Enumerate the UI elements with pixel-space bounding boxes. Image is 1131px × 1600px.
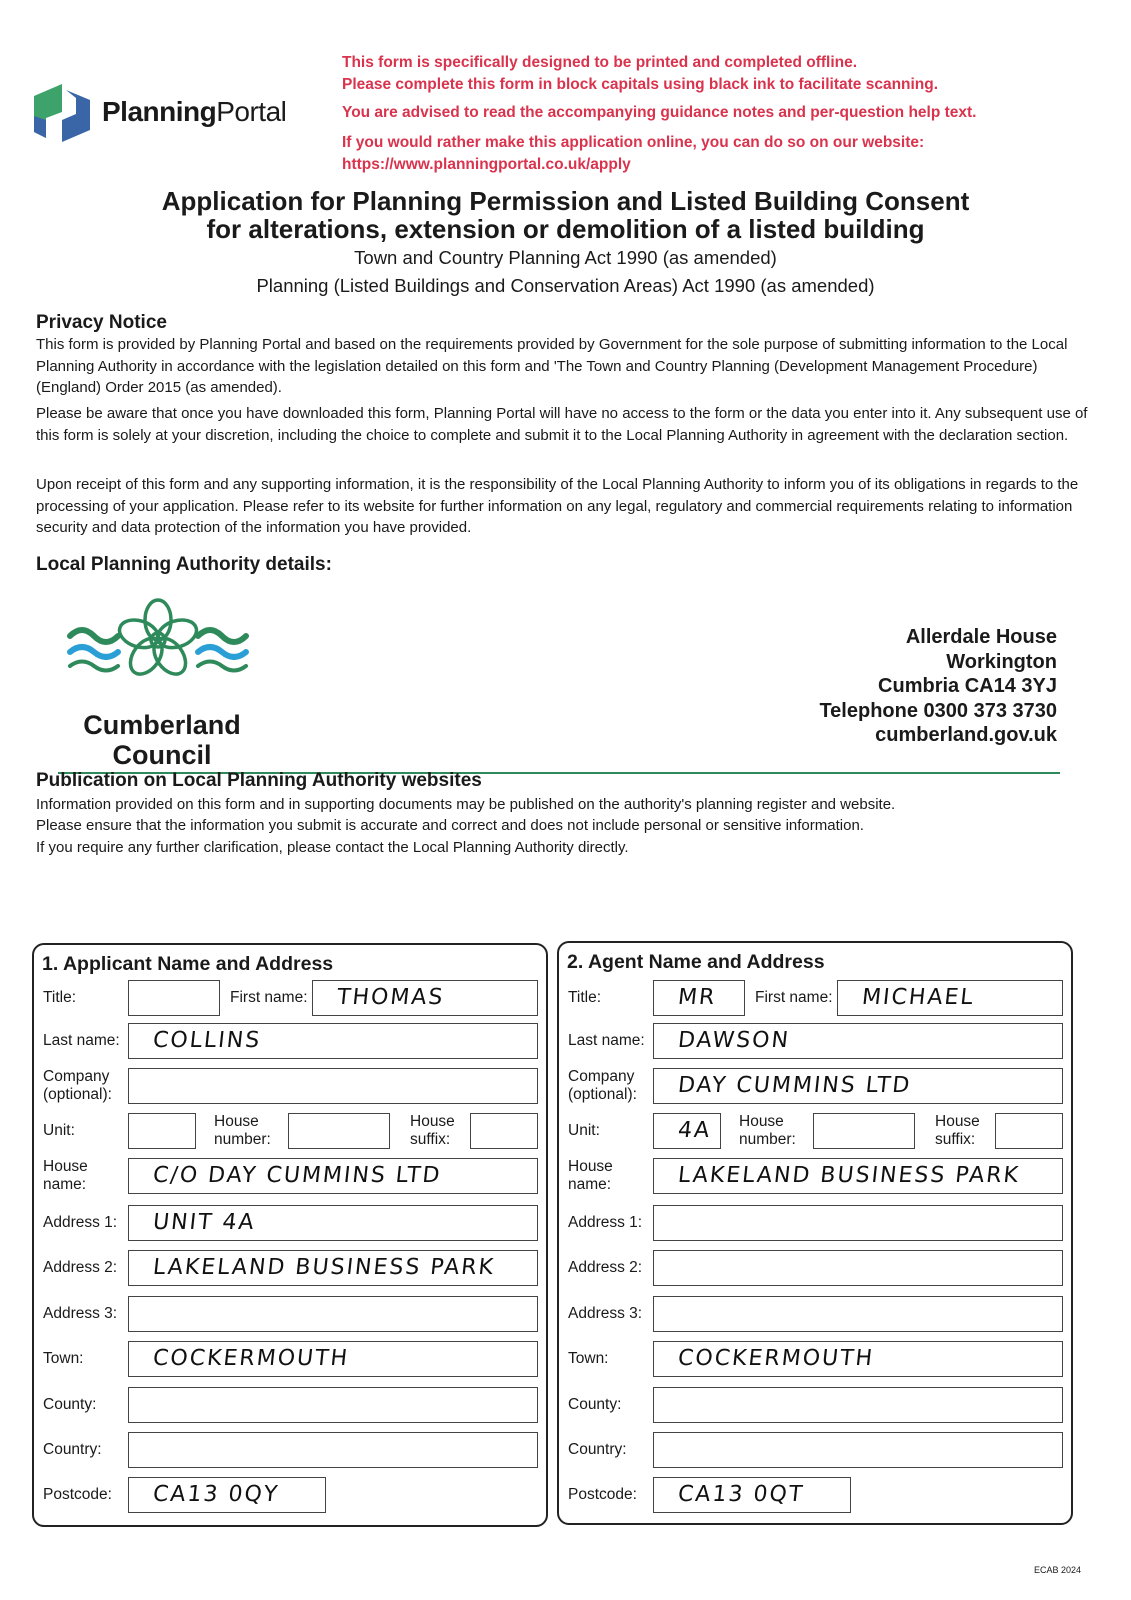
applicant-title-label <box>43 989 76 1007</box>
agent-address1-label-text: Address 1: <box>568 1214 643 1231</box>
agent-house-name-label <box>568 1158 613 1194</box>
agent-unit-label-text: Unit: <box>568 1122 600 1139</box>
agent-title-field[interactable] <box>653 980 745 1016</box>
publication-heading: Publication on Local Planning Authority websites <box>36 770 482 791</box>
agent-county-label <box>568 1396 621 1414</box>
agent-address3-field[interactable] <box>653 1296 1063 1332</box>
applicant-house-number-label <box>214 1113 271 1149</box>
publication-line-2: Please ensure that the information you submit is accurate and correct and does not include personal or sensitive information. <box>36 817 864 834</box>
agent-title-field-value: MR <box>676 985 718 1010</box>
agent-county-label-text: County: <box>568 1396 622 1413</box>
agent-postcode-field[interactable] <box>653 1477 851 1513</box>
applicant-town-label-text: Town: <box>43 1350 84 1367</box>
applicant-postcode-field-value: CA13 0QY <box>151 1482 281 1507</box>
agent-town-field-value: COCKERMOUTH <box>676 1346 876 1371</box>
cumberland-council-logo <box>62 612 262 770</box>
agent-address2-label <box>568 1259 642 1277</box>
applicant-address1-label <box>43 1214 117 1232</box>
guidance-notice: You are advised to read the accompanying guidance notes and per-question help text. <box>342 104 977 121</box>
applicant-unit-field[interactable] <box>128 1113 196 1149</box>
agent-house-number-label <box>739 1113 796 1149</box>
agent-house-name-field-value: LAKELAND BUSINESS PARK <box>676 1163 1022 1188</box>
planning-portal-logo-icon <box>32 82 92 144</box>
agent-town-label-text: Town: <box>568 1350 609 1367</box>
form-code: ECAB 2024 <box>1033 1565 1081 1575</box>
agent-unit-field-value: 4A <box>676 1118 713 1143</box>
applicant-house-name-label-text: name: <box>43 1176 87 1193</box>
applicant-house-number-field[interactable] <box>288 1113 390 1149</box>
agent-address1-field[interactable] <box>653 1205 1063 1241</box>
agent-house-number-label-text: House <box>739 1113 784 1130</box>
agent-house-name-field[interactable] <box>653 1158 1063 1194</box>
applicant-county-label-text: County: <box>43 1396 97 1413</box>
agent-last-name-label <box>568 1032 645 1050</box>
applicant-country-field[interactable] <box>128 1432 538 1468</box>
applicant-title-label-text: Title: <box>43 989 77 1006</box>
applicant-town-field[interactable] <box>128 1341 538 1377</box>
agent-country-field[interactable] <box>653 1432 1063 1468</box>
applicant-company-field[interactable] <box>128 1068 538 1104</box>
agent-title-label-text: Title: <box>568 989 602 1006</box>
applicant-panel-heading: 1. Applicant Name and Address <box>42 953 334 975</box>
applicant-address1-label-text: Address 1: <box>43 1214 118 1231</box>
applicant-town-field-value: COCKERMOUTH <box>151 1346 351 1371</box>
applicant-house-name-field-value: C/O DAY CUMMINS LTD <box>151 1163 443 1188</box>
applicant-address2-label <box>43 1259 117 1277</box>
privacy-paragraph-2: Please be aware that once you have downloaded this form, Planning Portal will have no access to the form or the data you enter into it. Any subsequent use of this form is solely at your discretion, including the choice to complete and submit it to the Local Planning Authority in agreement with the declaration section. <box>36 405 1088 444</box>
applicant-postcode-label <box>43 1486 112 1504</box>
agent-first-name-label <box>755 989 833 1007</box>
agent-company-label-text: Company <box>568 1068 635 1085</box>
agent-first-name-field[interactable] <box>837 980 1063 1016</box>
agent-panel-heading: 2. Agent Name and Address <box>567 951 825 973</box>
applicant-country-label <box>43 1441 102 1459</box>
applicant-house-number-label-text: House <box>214 1113 259 1130</box>
applicant-address1-field[interactable] <box>128 1205 538 1241</box>
agent-house-number-label-text: number: <box>739 1131 796 1148</box>
applicant-company-label-text: (optional): <box>43 1086 112 1103</box>
form-title-line2: for alterations, extension or demolition of a listed building <box>206 214 925 244</box>
lpa-address-line: Workington <box>946 650 1057 673</box>
agent-country-label-text: Country: <box>568 1441 627 1458</box>
agent-address2-label-text: Address 2: <box>568 1259 643 1276</box>
agent-company-label-text: (optional): <box>568 1086 637 1103</box>
applicant-first-name-label-text: First name: <box>230 989 308 1006</box>
form-title-line1: Application for Planning Permission and Listed Building Consent <box>161 186 970 216</box>
lpa-address <box>819 625 1057 748</box>
lpa-address-line: Allerdale House <box>905 626 1057 648</box>
agent-address3-label <box>568 1305 642 1323</box>
agent-company-label <box>568 1068 637 1104</box>
agent-house-suffix-label-text: House <box>935 1113 980 1130</box>
privacy-notice-heading: Privacy Notice <box>36 312 167 333</box>
applicant-last-name-field[interactable] <box>128 1023 538 1059</box>
agent-company-field[interactable] <box>653 1068 1063 1104</box>
act-reference-2: Planning (Listed Buildings and Conservation Areas) Act 1990 (as amended) <box>256 275 875 296</box>
applicant-house-suffix-label-text: House <box>410 1113 455 1130</box>
agent-address2-field[interactable] <box>653 1250 1063 1286</box>
applicant-first-name-field-value: THOMAS <box>335 985 446 1010</box>
applicant-first-name-label <box>230 989 308 1007</box>
council-name-line2: Council <box>112 740 212 770</box>
applicant-town-label <box>43 1350 84 1368</box>
applicant-last-name-field-value: COLLINS <box>151 1028 263 1053</box>
agent-postcode-label-text: Postcode: <box>568 1486 637 1503</box>
applicant-county-label <box>43 1396 96 1414</box>
agent-address3-label-text: Address 3: <box>568 1305 643 1322</box>
agent-unit-label <box>568 1122 600 1140</box>
applicant-house-name-label <box>43 1158 88 1194</box>
applicant-company-label <box>43 1068 112 1104</box>
agent-last-name-field[interactable] <box>653 1023 1063 1059</box>
applicant-postcode-label-text: Postcode: <box>43 1486 112 1503</box>
applicant-last-name-label-text: Last name: <box>43 1032 120 1049</box>
lpa-details-heading: Local Planning Authority details: <box>36 554 332 575</box>
agent-first-name-label-text: First name: <box>755 989 833 1006</box>
applicant-address2-field-value: LAKELAND BUSINESS PARK <box>151 1255 497 1280</box>
agent-house-suffix-label-text: suffix: <box>935 1131 976 1148</box>
agent-postcode-label <box>568 1486 637 1504</box>
agent-last-name-label-text: Last name: <box>568 1032 645 1049</box>
offline-notice: This form is specifically designed to be printed and completed offline. <box>342 54 858 71</box>
apply-url-link[interactable]: https://www.planningportal.co.uk/apply <box>342 156 631 173</box>
agent-town-label <box>568 1350 609 1368</box>
privacy-paragraph-3: Upon receipt of this form and any supporting information, it is the responsibility of the Local Planning Authority to inform you of its obligations in regards to the processing of your application. Please refer to its website for further information on any legal, regulatory and commercial requirements relating to information security and data protection of the information you have provided. <box>36 476 1079 536</box>
privacy-paragraph-1: This form is provided by Planning Portal and based on the requirements provided by Government for the sole purpose of submitting information to the Local Planning Authority in accordance with the legislation detailed on this form and 'The Town and Country Planning (Development Management Procedure) (England) Order 2015 (as amended). <box>36 336 1068 396</box>
online-notice: If you would rather make this application online, you can do so on our website: <box>342 134 925 151</box>
applicant-address3-label <box>43 1305 117 1323</box>
applicant-unit-label-text: Unit: <box>43 1122 75 1139</box>
agent-first-name-field-value: MICHAEL <box>860 985 976 1010</box>
applicant-address3-label-text: Address 3: <box>43 1305 118 1322</box>
applicant-company-label-text: Company <box>43 1068 110 1085</box>
agent-postcode-field-value: CA13 0QT <box>676 1482 806 1507</box>
agent-house-name-label-text: name: <box>568 1176 612 1193</box>
agent-country-label <box>568 1441 627 1459</box>
applicant-house-suffix-field[interactable] <box>470 1113 538 1149</box>
applicant-house-number-label-text: number: <box>214 1131 271 1148</box>
applicant-address1-field-value: UNIT 4A <box>151 1210 257 1235</box>
agent-title-label <box>568 989 601 1007</box>
applicant-title-field[interactable] <box>128 980 220 1016</box>
agent-company-field-value: DAY CUMMINS LTD <box>676 1073 913 1098</box>
agent-address1-label <box>568 1214 642 1232</box>
act-reference-1: Town and Country Planning Act 1990 (as amended) <box>354 247 777 268</box>
agent-town-field[interactable] <box>653 1341 1063 1377</box>
agent-house-number-field[interactable] <box>813 1113 915 1149</box>
agent-house-name-label-text: House <box>568 1158 613 1175</box>
applicant-unit-label <box>43 1122 75 1140</box>
applicant-country-label-text: Country: <box>43 1441 102 1458</box>
applicant-house-suffix-label <box>410 1113 455 1149</box>
lpa-telephone: Telephone 0300 373 3730 <box>819 699 1057 722</box>
applicant-house-name-field[interactable] <box>128 1158 538 1194</box>
publication-line-1: Information provided on this form and in supporting documents may be published on the authority's planning register and website. <box>36 796 896 813</box>
planning-portal-wordmark: PlanningPortal <box>102 96 287 127</box>
agent-last-name-field-value: DAWSON <box>676 1028 792 1053</box>
applicant-postcode-field[interactable] <box>128 1477 326 1513</box>
planning-portal-logo <box>32 82 292 146</box>
applicant-address3-field[interactable] <box>128 1296 538 1332</box>
agent-unit-field[interactable] <box>653 1113 721 1149</box>
applicant-house-name-label-text: House <box>43 1158 88 1175</box>
publication-line-3: If you require any further clarification, please contact the Local Planning Authority directly. <box>36 839 629 856</box>
agent-county-field[interactable] <box>653 1387 1063 1423</box>
applicant-county-field[interactable] <box>128 1387 538 1423</box>
council-name-line1: Cumberland <box>83 710 241 740</box>
block-capitals-notice: Please complete this form in block capitals using black ink to facilitate scanning. <box>342 76 939 93</box>
agent-house-suffix-label <box>935 1113 980 1149</box>
forget-me-not-flower-icon <box>62 598 262 694</box>
council-name <box>62 710 262 770</box>
applicant-first-name-field[interactable] <box>312 980 538 1016</box>
applicant-address2-field[interactable] <box>128 1250 538 1286</box>
agent-house-suffix-field[interactable] <box>995 1113 1063 1149</box>
lpa-website-link[interactable]: cumberland.gov.uk <box>875 724 1057 746</box>
lpa-address-line: Cumbria CA14 3YJ <box>878 675 1057 697</box>
applicant-last-name-label <box>43 1032 120 1050</box>
applicant-house-suffix-label-text: suffix: <box>410 1131 451 1148</box>
applicant-address2-label-text: Address 2: <box>43 1259 118 1276</box>
